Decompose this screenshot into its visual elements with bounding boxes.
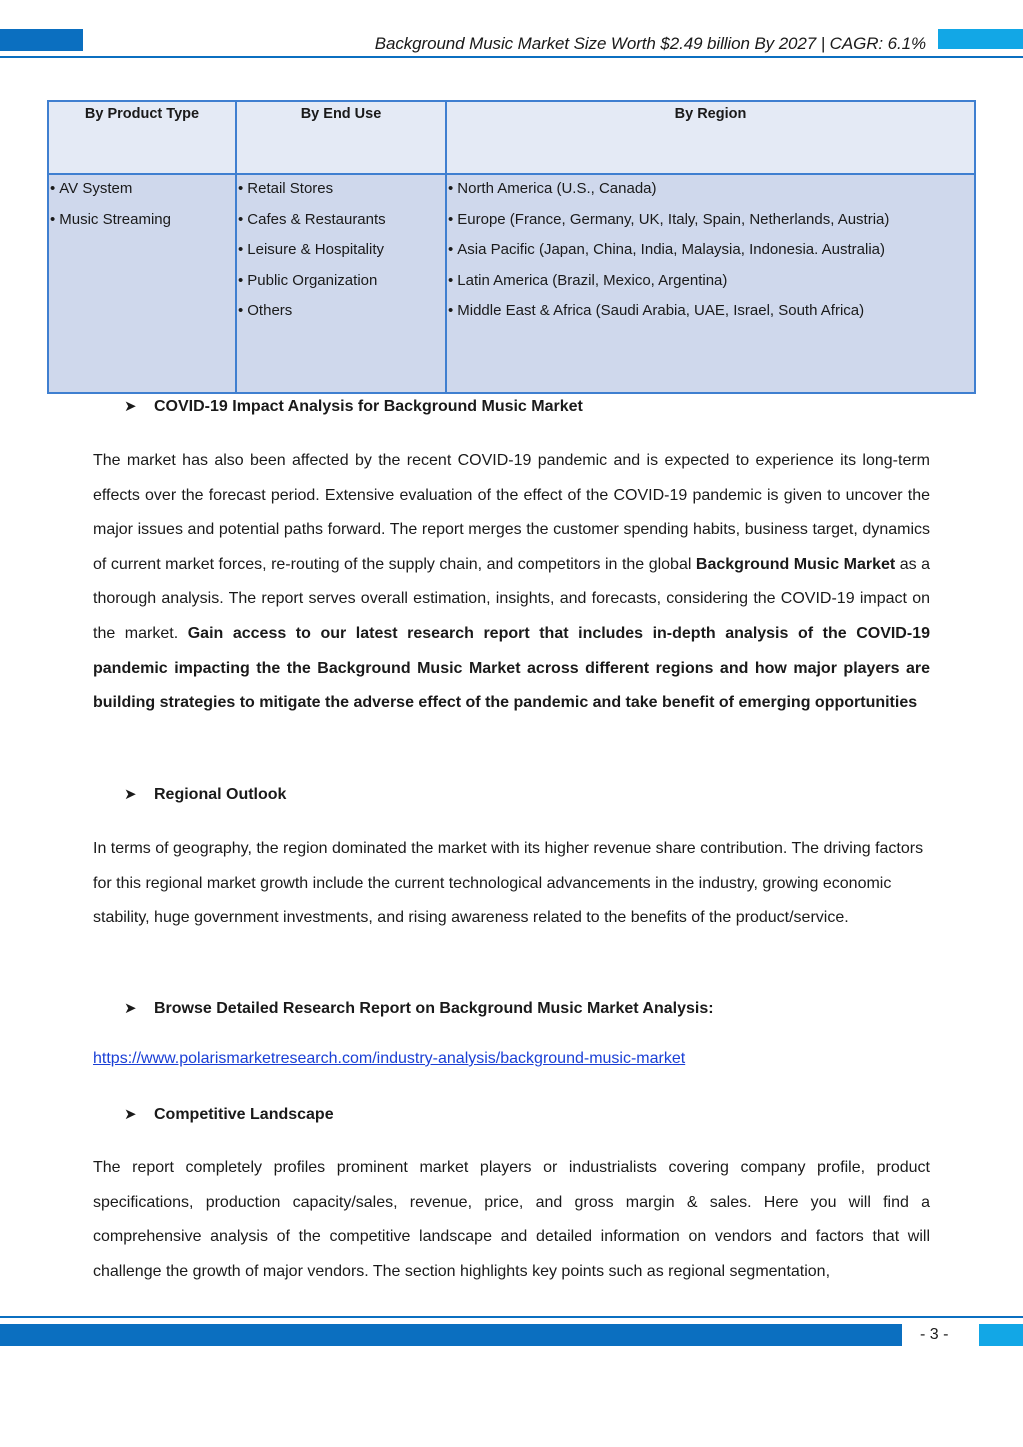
header-rule (0, 56, 1023, 58)
header-accent-right (938, 29, 1023, 49)
list-item: • Europe (France, Germany, UK, Italy, Spain, Netherlands, Austria) (448, 210, 973, 241)
covid-bold-cta: Gain access to our latest research report that includes in-depth analysis of the COVID-19 pandemic impacting the the Background Music Market across different regions and how major players are building strategies to mitigate the adverse effect of the pandemic and take benefit of emerging opportunities (93, 624, 930, 712)
end-use-cell (236, 174, 446, 393)
product-type-cell (48, 174, 236, 393)
covid-paragraph (93, 444, 930, 721)
competitive-section-heading (124, 1105, 334, 1124)
list-item: • Retail Stores (238, 179, 444, 210)
list-item: • Asia Pacific (Japan, China, India, Malaysia, Indonesia. Australia) (448, 240, 973, 271)
arrow-bullet-icon: ➤ (124, 1106, 137, 1123)
covid-bold-market: Background Music Market (695, 555, 896, 573)
competitive-paragraph: The report completely profiles prominent market players or industrialists covering company profile, product specifications, production capacity/sales, revenue, price, and gross margin & sales. Here you will find a comprehensive analysis of the competitive landscape and detailed information on vendors and factors that will challenge the growth of major vendors. The section highlights key points such as regional segmentation, (93, 1159, 930, 1280)
list-item: • Leisure & Hospitality (238, 240, 444, 271)
regional-section-heading (124, 785, 286, 804)
browse-heading-text: Browse Detailed Research Report on Background Music Market Analysis: (154, 1000, 714, 1017)
arrow-bullet-icon: ➤ (124, 398, 137, 415)
report-link[interactable]: https://www.polarismarketresearch.com/industry-analysis/background-music-market (93, 1050, 686, 1067)
header-accent-left (0, 29, 83, 51)
table-header-end-use: By End Use (236, 101, 446, 174)
covid-text-part1: The market has also been affected by the recent COVID-19 pandemic and is expected to experience its long-term effects over the forecast period. Extensive evaluation of the effect of the COVID-19 pandemic is given to uncover the major issues and potential paths forward. The report merges the customer spending habits, business target, dynamics of current market forces, re-routing of the supply chain, and competitors in the global (93, 452, 930, 573)
regional-heading-text: Regional Outlook (154, 786, 287, 803)
covid-heading-text: COVID-19 Impact Analysis for Background Music Market (154, 398, 583, 415)
list-item: • Others (238, 301, 444, 332)
list-item: • Latin America (Brazil, Mexico, Argentina) (448, 271, 973, 302)
list-item: • Public Organization (238, 271, 444, 302)
table-header-region: By Region (446, 101, 975, 174)
list-item: • Cafes & Restaurants (238, 210, 444, 241)
covid-text-part2: as a thorough analysis. The report serves overall estimation, insights, and forecasts, considering the COVID-19 impact on the market. (93, 555, 931, 642)
region-cell (446, 174, 975, 393)
page-header-title: Background Music Market Size Worth $2.49 billion By 2027 | CAGR: 6.1% (374, 34, 926, 53)
competitive-heading-text: Competitive Landscape (154, 1106, 334, 1123)
segmentation-table (47, 100, 976, 394)
list-item: • AV System (50, 179, 234, 210)
list-item: • North America (U.S., Canada) (448, 179, 973, 210)
footer-accent-right (979, 1324, 1023, 1346)
arrow-bullet-icon: ➤ (124, 786, 137, 803)
table-header-product-type: By Product Type (48, 101, 236, 174)
list-item: • Middle East & Africa (Saudi Arabia, UAE, Israel, South Africa) (448, 301, 973, 332)
footer-accent-bar (0, 1324, 902, 1346)
browse-section-heading (124, 999, 714, 1018)
arrow-bullet-icon: ➤ (124, 1000, 137, 1017)
covid-section-heading (124, 397, 583, 416)
regional-paragraph: In terms of geography, the region dominated the market with its higher revenue share contribution. The driving factors for this regional market growth include the current technological advancements in the industry, growing economic stability, huge government investments, and rising awareness related to the benefits of the product/service. (93, 840, 924, 927)
list-item: • Music Streaming (50, 210, 234, 241)
page-number: - 3 - (920, 1326, 949, 1343)
footer-rule (0, 1316, 1023, 1318)
